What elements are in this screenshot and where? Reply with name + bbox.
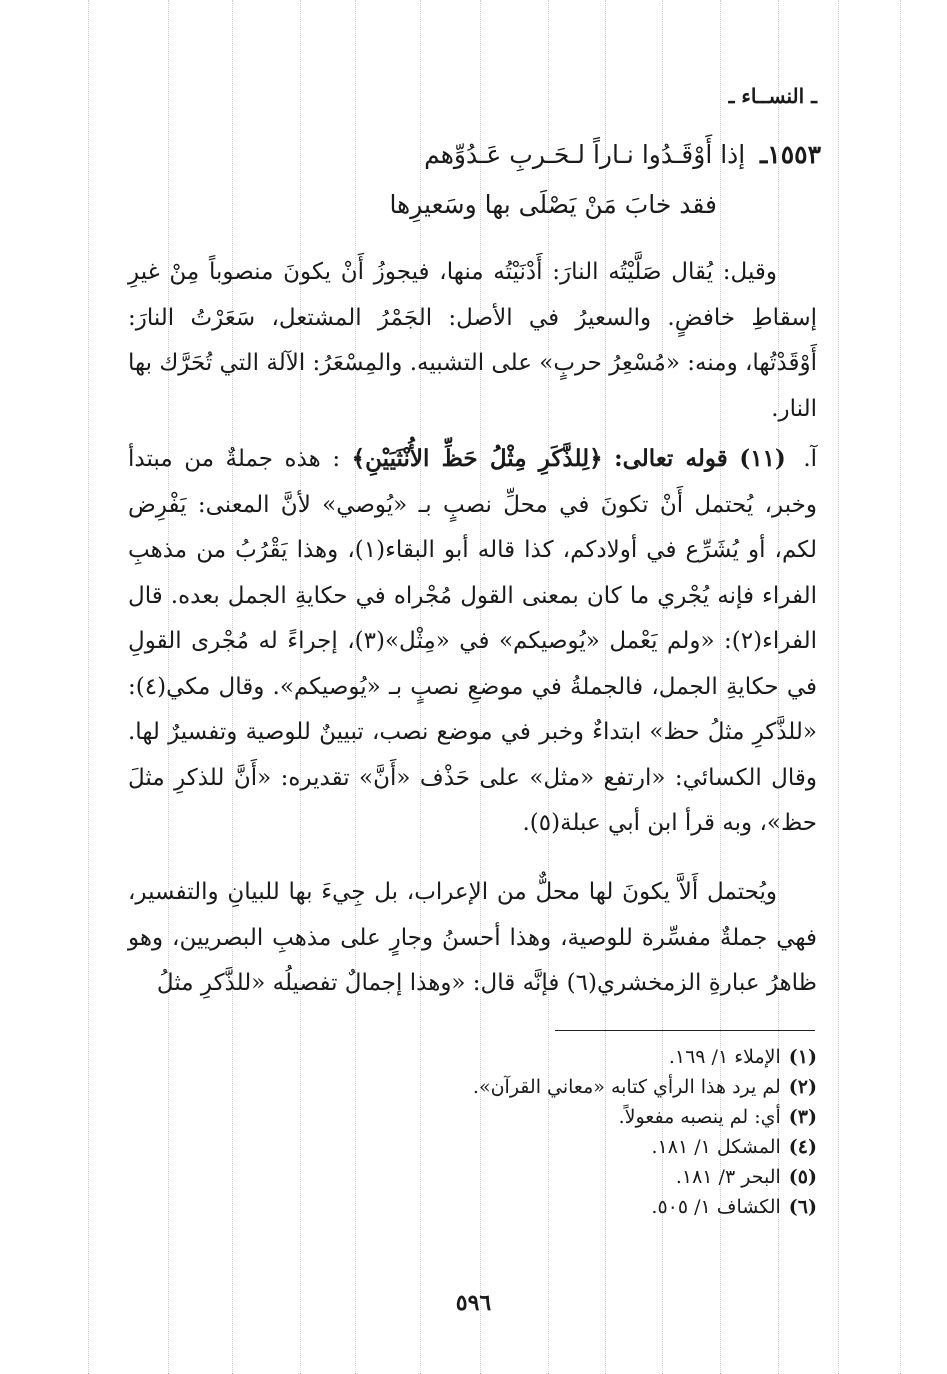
footnote: (١)الإملاء ١/ ١٦٩. <box>668 1046 817 1068</box>
footnote: (٥)البحر ٣/ ١٨١. <box>675 1166 817 1188</box>
verse-lead: قوله تعالى: <box>614 445 728 472</box>
paragraph-3: ويُحتمل أَلاَّ يكونَ لها محلٌّ من الإعراب، بل جِيءَ بها للبيانِ والتفسير، فهي جملةٌ مفسِّرة للوصية، وهذا أحسنُ وجارٍ على مذهبِ البصريين، وهو ظاهرُ عبارةِ الزمخشري(٦) فإنَّه قال: «وهذا إجمالٌ تفصيلُه «للذَّكرِ مثلُ <box>128 879 817 996</box>
footnote: (٤)المشكل ١/ ١٨١. <box>651 1136 817 1158</box>
page-number: ٥٩٦ <box>455 1290 492 1316</box>
footnote: (٣)أي: لم ينصبه مفعولاً. <box>618 1106 817 1128</box>
section-label: آ. <box>803 446 818 472</box>
verse-ref-number: (١١) <box>739 445 786 472</box>
paragraph-2 <box>128 436 817 847</box>
verse-number: ١٥٥٣ـ <box>759 140 821 169</box>
paragraph-2-text: : هذه جملةٌ من مبتدأ وخبر، يُحتمل أَنْ تكونَ في محلِّ نصبٍ بـ «يُوصي» لأنَّ المعنى: يَفْرِض لكم، أو يُشَرِّع في أولادكم، كذا قاله أبو البقاء(١)، وهذا يَقْرُبُ من مذهبِ الفراء فإنه يُجْري ما كان بمعنى القول مُجْراه في حكايةِ الجمل بعده. قال الفراء(٢): «ولم يَعْمل «يُوصيكم» في «مِثْل»(٣)، إجراءً له مُجْرى القولِ في حكايةِ الجمل، فالجملةُ في موضعِ نصبٍ بـ «يُوصيكم». وقال مكي(٤): «للذَّكرِ مثلُ حظ» ابتداءٌ وخبر في موضع نصب، تبيينٌ للوصية وتفسيرٌ لها. وقال الكسائي: «ارتفع «مثل» على حَذْف «أَنَّ» تقديره: «أَنَّ للذكرِ مثلَ حظ»، وبه قرأ ابن أبي عبلة(٥). <box>128 446 817 836</box>
paragraph-1: وقيل: يُقال صَلَّيْتُه النارَ: أَدْنَيْتُه منها، فيجوزُ أَنْ يكونَ منصوباً مِنْ غيرِ إسقاطِ خافضٍ. والسعيرُ في الأصل: الجَمْرُ المشتعل، سَعَرْتُ النارَ: أَوْقَدْتُها، ومنه: «مُسْعِرُ حربٍ» على التشبيه. والمِسْعَرُ: الآلة التي تُحَرَّك بها النار. <box>128 259 817 422</box>
footnote-separator <box>555 1030 815 1031</box>
footnotes <box>473 1042 817 1222</box>
running-head: ـ النســاء ـ <box>728 84 817 108</box>
verse-hemistich-1: إذا أَوْقَـدُوا نـاراً لـحَـربِ عَـدُوِّهم <box>424 140 746 169</box>
verse-hemistich-2: فقد خابَ مَنْ يَصْلَى بها وسَعيرِها <box>389 190 717 219</box>
quran-quote: ﴿لِلذَّكَرِ مِثْلُ حَظِّ الأُنْثَيَيْنِ﴾ <box>351 445 603 472</box>
verse-line-1 <box>424 140 821 169</box>
footnote: (٢)لم يرد هذا الرأي كتابه «معاني القرآن». <box>472 1076 817 1098</box>
footnote: (٦)الكشاف ١/ ٥٠٥. <box>651 1196 817 1218</box>
